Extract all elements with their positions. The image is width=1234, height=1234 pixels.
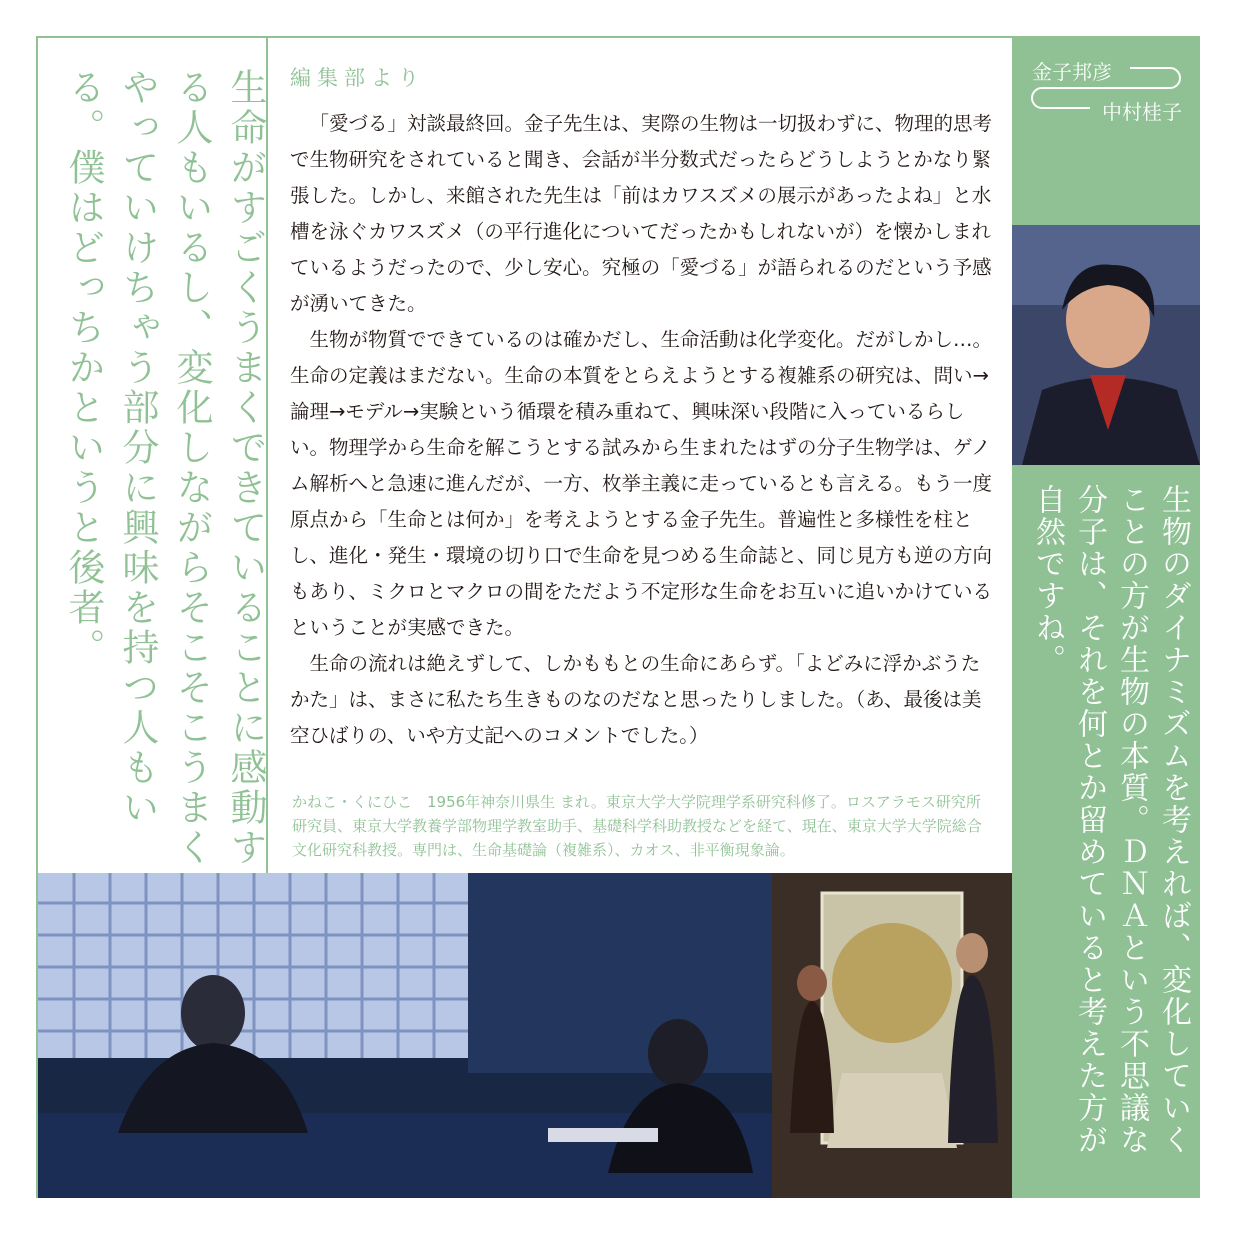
editorial-section: [290, 52, 995, 754]
body-paragraph-1: 「愛づる」対談最終回。金子先生は、実際の生物は一切扱わずに、物理的思考で生物研究をされていると聞き、会話が半分数式だったらどうしようとかなり緊張した。しかし、来館された先生は「前はカワスズメの展示があったよね」と水槽を泳ぐカワスズメ（の平行進化についてだったかもしれないが）を懐かしまれているようだったので、少し安心。究極の「愛づる」が語られるのだという予感が湧いてきた。: [290, 112, 993, 315]
section-label: 編集部より: [290, 66, 425, 90]
exhibit-photo: [772, 873, 1012, 1198]
body-paragraph-3: 生命の流れは絶えずして、しかももとの生命にあらず。「よどみに浮かぶうたかた」は、まさに私たち生きものなのだなと思ったりしました。（あ、最後は美空ひばりの、いや方丈記へのコメントでした。）: [290, 652, 982, 747]
dialogue-photo: [38, 873, 772, 1198]
portrait-photo: [1012, 225, 1200, 465]
dialogue-scene-image: [38, 873, 772, 1198]
right-pull-quote: 生物のダイナミズムを考えれば、変化していくことの方が生物の本質。ＤＮＡという不思議な分子は、それを何とか留めていると考えた方が自然ですね。: [1030, 484, 1191, 1156]
portrait-image: [1012, 225, 1200, 465]
speaker-names: [1012, 38, 1198, 228]
author-profile: かねこ・くにひこ 1956年神奈川県生 まれ。東京大学大学院理学系研究科修了。ロスアラモス研究所研究員、東京大学教養学部物理学教室助手、基礎科学科助教授などを経て、現在、東京大学大学院総合文化研究科教授。専門は、生命基礎論（複雑系）、カオス、非平衡現象論。: [292, 793, 982, 859]
speaker-name-kaneko: 金子邦彦: [1032, 60, 1112, 84]
speaker-name-nakamura: 中村桂子: [1102, 100, 1182, 124]
left-quote-column: [38, 38, 268, 873]
body-paragraph-2: 生物が物質でできているのは確かだし、生命活動は化学変化。だがしかし…。生命の定義はまだない。生命の本質をとらえようとする複雑系の研究は、問い→論理→モデル→実験という循環を積み重ねて、興味深い段階に入っているらしい。物理学から生命を解こうとする試みから生まれたはずの分子生物学は、ゲノム解析へと急速に進んだが、一方、枚挙主義に走っているとも言える。もう一度原点から「生命とは何か」を考えようとする金子先生。普遍性と多様性を柱とし、進化・発生・環境の切り口で生命を見つめる生命誌と、同じ見方も逆の方向もあり、ミクロとマクロの間をただよう不定形な生命をお互いに追いかけているということが実感できた。: [290, 328, 993, 639]
left-pull-quote: 生命がすごくうまくできていることに感動する人もいるし、変化しながらそこそこうまくやっていけちゃう部分に興味を持つ人もいる。僕はどっちかというと後者。: [62, 68, 267, 868]
exhibit-scene-image: [772, 873, 1012, 1198]
